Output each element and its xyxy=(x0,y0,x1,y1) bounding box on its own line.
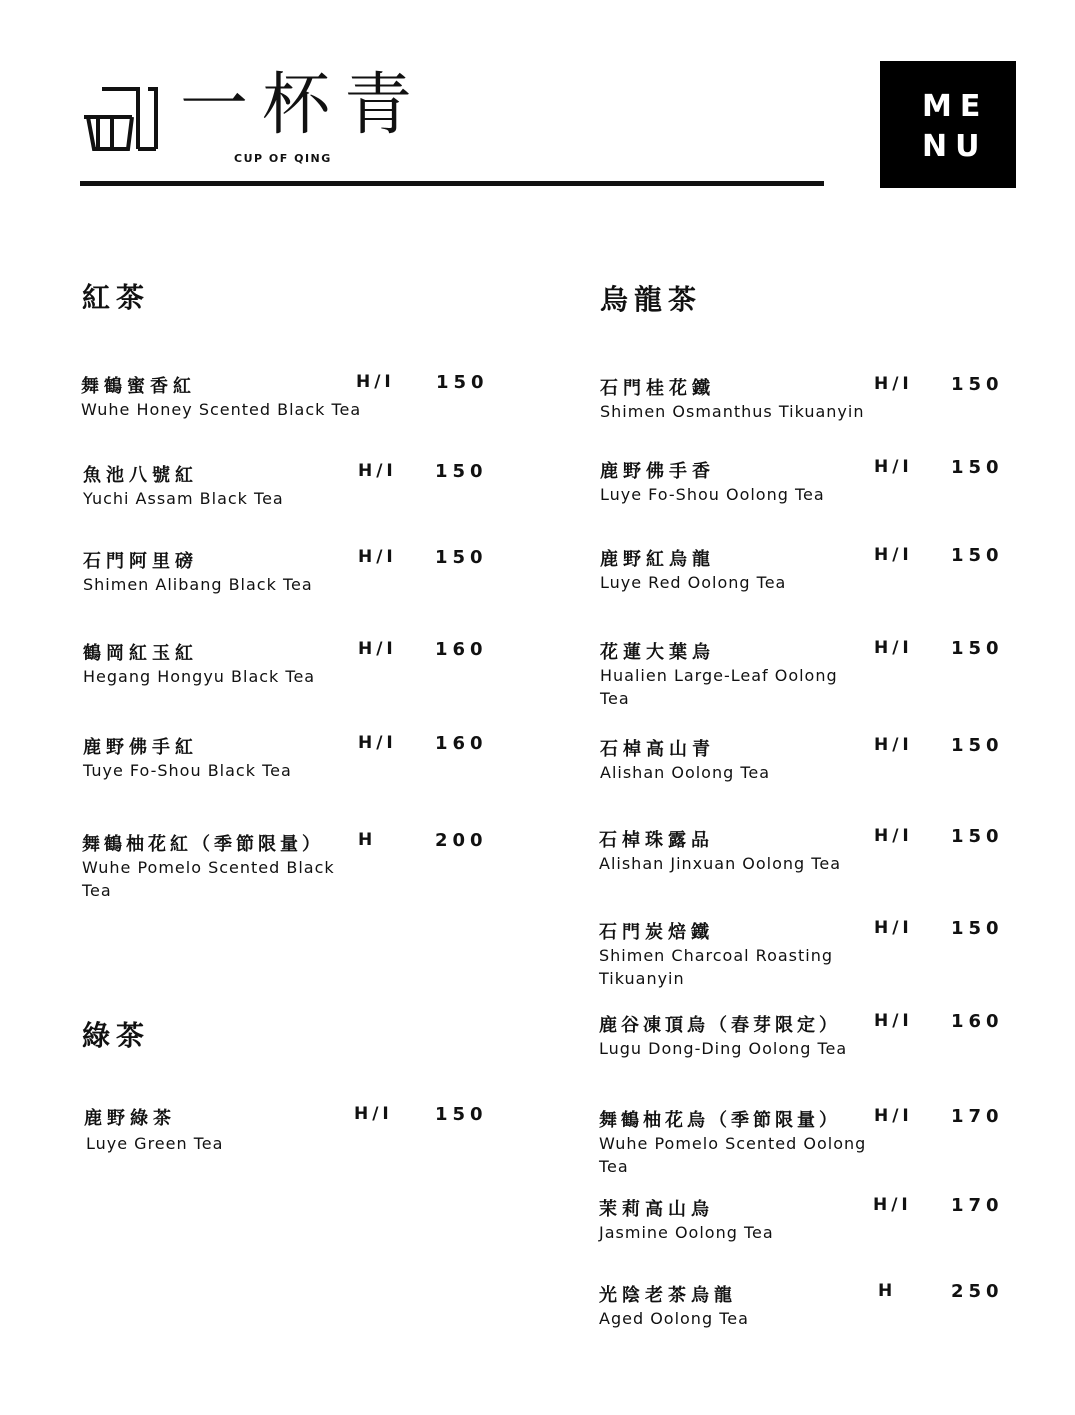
item-name-en: Tuye Fo-Shou Black Tea xyxy=(83,761,292,780)
item-temperature: H/I xyxy=(874,1106,913,1126)
item-price: 150 xyxy=(951,735,1004,756)
item-temperature: H/I xyxy=(874,826,913,846)
item-name-cn: 鹿谷凍頂烏（春芽限定） xyxy=(599,1015,841,1036)
item-temperature: H/I xyxy=(358,547,397,567)
item-temperature: H/I xyxy=(358,733,397,753)
item-price: 150 xyxy=(436,372,489,393)
item-name-cn: 石棹高山青 xyxy=(600,739,715,760)
item-name-en: Luye Green Tea xyxy=(86,1134,224,1153)
item-name-en: Hegang Hongyu Black Tea xyxy=(83,667,316,686)
item-temperature: H/I xyxy=(873,1195,912,1215)
item-temperature: H/I xyxy=(358,639,397,659)
item-price: 150 xyxy=(435,1104,488,1125)
item-temperature: H/I xyxy=(874,1011,913,1031)
section-title-oolong-tea: 烏龍茶 xyxy=(600,283,703,316)
item-name-en: Alishan Oolong Tea xyxy=(600,763,771,782)
item-price: 160 xyxy=(435,639,488,660)
item-price: 170 xyxy=(951,1106,1004,1127)
item-name-en: Wuhe Honey Scented Black Tea xyxy=(81,400,362,419)
item-price: 160 xyxy=(435,733,488,754)
item-price: 150 xyxy=(951,457,1004,478)
item-name-cn: 鹿野綠茶 xyxy=(84,1108,176,1129)
item-price: 150 xyxy=(951,638,1004,659)
menu-badge-line-1: ME xyxy=(922,89,989,124)
item-name-cn: 舞鶴柚花烏（季節限量） xyxy=(599,1110,841,1131)
item-name-cn: 鹿野佛手紅 xyxy=(83,737,198,758)
item-price: 170 xyxy=(951,1195,1004,1216)
item-name-en: Lugu Dong-Ding Oolong Tea xyxy=(599,1039,848,1058)
item-temperature: H/I xyxy=(874,457,913,477)
item-name-cn: 舞鶴柚花紅（季節限量） xyxy=(82,834,324,855)
item-name-cn: 舞鶴蜜香紅 xyxy=(81,376,196,397)
item-name-en: Wuhe Pomelo Scented Oolong Tea xyxy=(599,1134,867,1176)
item-price: 160 xyxy=(951,1011,1004,1032)
item-name-en: Yuchi Assam Black Tea xyxy=(83,489,284,508)
item-price: 150 xyxy=(951,826,1004,847)
item-price: 150 xyxy=(435,461,488,482)
item-name-cn: 鹿野佛手香 xyxy=(600,461,715,482)
item-temperature: H/I xyxy=(874,918,913,938)
item-name-cn: 石門炭焙鐵 xyxy=(599,922,714,943)
item-name-cn: 魚池八號紅 xyxy=(83,465,198,486)
item-price: 250 xyxy=(951,1281,1004,1302)
item-price: 150 xyxy=(951,545,1004,566)
item-name-en: Jasmine Oolong Tea xyxy=(599,1223,774,1242)
item-temperature: H/I xyxy=(874,545,913,565)
item-name-en: Hualien Large-Leaf Oolong Tea xyxy=(600,666,838,708)
item-name-cn: 光陰老茶烏龍 xyxy=(599,1285,737,1306)
item-temperature: H xyxy=(878,1281,897,1301)
brand-name-cn: 一杯青 xyxy=(180,66,427,145)
item-name-cn: 鹿野紅烏龍 xyxy=(600,549,715,570)
item-name-en: Shimen Charcoal Roasting Tikuanyin xyxy=(599,946,834,988)
item-name-en: Alishan Jinxuan Oolong Tea xyxy=(599,854,841,873)
tea-cup-logo-icon xyxy=(82,87,160,153)
item-price: 150 xyxy=(435,547,488,568)
item-name-en: Luye Fo-Shou Oolong Tea xyxy=(600,485,825,504)
section-title-green-tea: 綠茶 xyxy=(82,1019,151,1052)
item-name-cn: 茉莉高山烏 xyxy=(599,1199,714,1220)
item-price: 150 xyxy=(951,918,1004,939)
item-name-cn: 石門桂花鐵 xyxy=(600,378,715,399)
item-name-cn: 鶴岡紅玉紅 xyxy=(83,643,198,664)
item-name-en: Shimen Osmanthus Tikuanyin xyxy=(600,402,865,421)
item-temperature: H/I xyxy=(354,1104,393,1124)
item-name-cn: 花蓮大葉烏 xyxy=(600,642,715,663)
item-temperature: H/I xyxy=(358,461,397,481)
item-temperature: H/I xyxy=(874,374,913,394)
item-temperature: H/I xyxy=(874,735,913,755)
menu-badge xyxy=(880,61,1016,188)
item-price: 150 xyxy=(951,374,1004,395)
item-temperature: H xyxy=(358,830,377,850)
brand-name-en: CUP OF QING xyxy=(234,152,332,165)
item-name-en: Wuhe Pomelo Scented Black Tea xyxy=(82,858,335,900)
item-name-en: Aged Oolong Tea xyxy=(599,1309,749,1328)
item-price: 200 xyxy=(435,830,488,851)
item-temperature: H/I xyxy=(356,372,395,392)
header-divider xyxy=(80,181,824,186)
item-name-cn: 石門阿里磅 xyxy=(83,551,198,572)
item-name-cn: 石棹珠露品 xyxy=(599,830,714,851)
item-name-en: Luye Red Oolong Tea xyxy=(600,573,787,592)
menu-badge-line-2: NU xyxy=(922,129,988,164)
section-title-black-tea: 紅茶 xyxy=(82,281,151,314)
item-temperature: H/I xyxy=(874,638,913,658)
item-name-en: Shimen Alibang Black Tea xyxy=(83,575,313,594)
